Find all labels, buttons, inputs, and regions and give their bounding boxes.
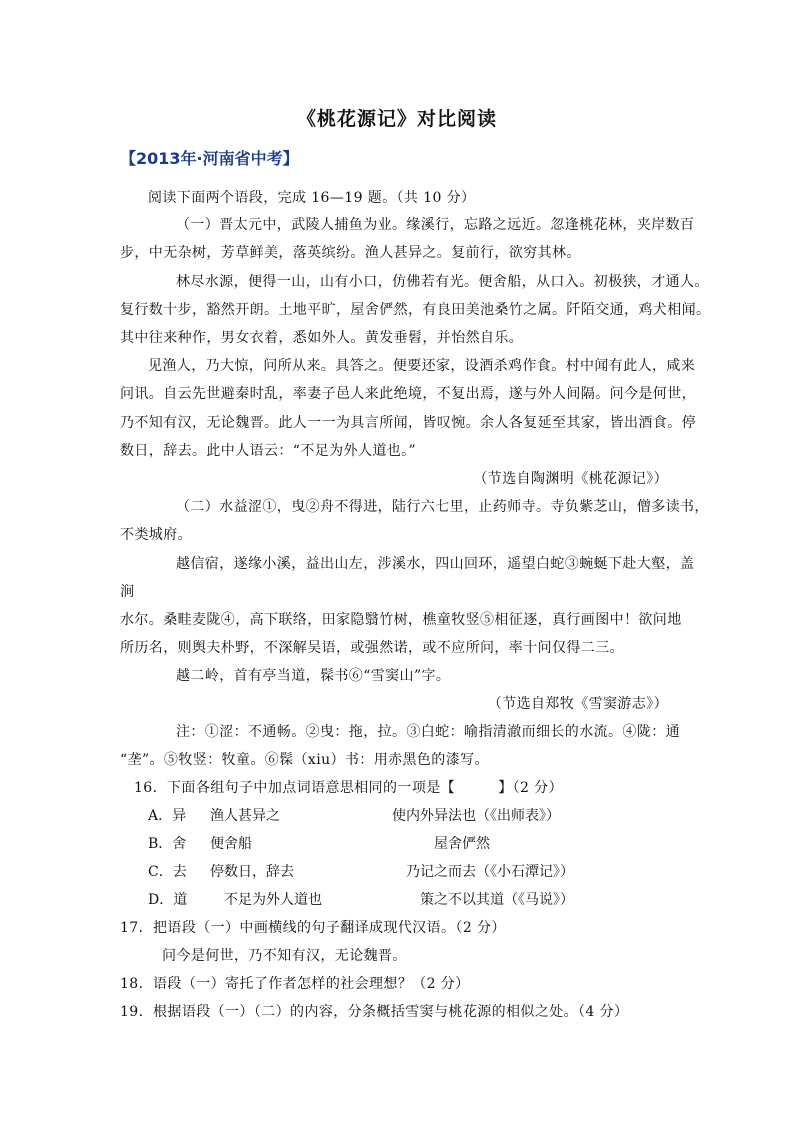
passage2-line: （二）水益涩①，曳②舟不得进，陆行六七里，止药师寺。寺负紫芝山，僧多读书，: [176, 499, 709, 515]
passage1-source: （节选自陶渊明《桃花源记》）: [473, 471, 668, 487]
option-letter: B．舍: [148, 836, 187, 852]
passage1-line: （一）晋太元中，武陵人捕鱼为业。缘溪行，忘路之远近。忽逢桃花林，夹岸数百: [176, 217, 695, 233]
option-letter: D．道: [148, 892, 188, 908]
passage1-line: 数日，辞去。此中人语云：“不足为外人道也。”: [120, 443, 417, 459]
passage2-line: 所历名，则舆夫朴野，不深解吴语，或强然诺，或不应所问，率十问仅得二三。: [120, 640, 624, 656]
option-sentence-a: 停数日，辞去: [210, 864, 294, 880]
question-17-sentence: 问今是何世，乃不知有汉，无论魏晋。: [162, 948, 407, 964]
option-sentence-b: 屋舍俨然: [434, 836, 490, 852]
passage1-line: 问讯。自云先世避秦时乱，率妻子邑人来此绝境，不复出焉，遂与外人间隔。问今是何世，: [120, 386, 696, 402]
passage2-line: 水尔。桑畦麦陇④，高下联络，田家隐翳竹树，樵童牧竖⑤相征逐，真行画图中！欲问地: [120, 612, 682, 628]
option-sentence-b: 乃记之而去（《小石潭记》）: [406, 864, 574, 880]
intro-line: 阅读下面两个语段，完成 16—19 题。（共 10 分）: [148, 190, 476, 206]
question-18-stem: 18．语段（一）寄托了作者怎样的社会理想？（2 分）: [120, 976, 470, 992]
question-17-stem: 17．把语段（一）中画横线的句子翻译成现代汉语。（2 分）: [120, 920, 506, 936]
passage1-line: 见渔人，乃大惊，问所从来。具答之。便要还家，设酒杀鸡作食。村中闻有此人，咸来: [148, 358, 696, 374]
passage2-source: （节选自郑牧《雪窦游志》）: [487, 696, 668, 712]
page-title: 《桃花源记》对比阅读: [296, 108, 497, 130]
passage1-line: 林尽水源，便得一山，山有小口，仿佛若有光。便舍船，从口入。初极狭，才通人。: [176, 274, 709, 290]
option-sentence-b: 使内外异法也（《出师表》）: [392, 808, 560, 824]
option-sentence-a: 渔人甚异之: [210, 808, 280, 824]
passage1-line: 步，中无杂树，芳草鲜美，落英缤纷。渔人甚异之。复前行，欲穷其林。: [120, 245, 581, 261]
passage1-line: 其中往来种作，男女衣着，悉如外人。黄发垂髫，并怡然自乐。: [120, 330, 524, 346]
option-letter: A．异: [148, 808, 187, 824]
passage2-line: 越信宿，遂缘小溪，益出山左，涉溪水，四山回环，遥望白蛇③蜿蜒下赴大壑，盖: [176, 556, 695, 572]
source-tag: 【2013年·河南省中考】: [120, 149, 299, 168]
question-19-stem: 19．根据语段（一）（二）的内容，分条概括雪窦与桃花源的相似之处。（4 分）: [120, 1004, 629, 1020]
option-letter: C．去: [148, 864, 187, 880]
passage2-line: 不类城府。: [120, 527, 192, 543]
option-sentence-a: 便舍船: [210, 836, 252, 852]
option-sentence-b: 策之不以其道（《马说》）: [420, 892, 574, 908]
passage2-line: 越二岭，首有亭当道，髹书⑥“雪窦山”字。: [176, 668, 451, 684]
notes-line: “垄”。⑤牧竖：牧童。⑥髹（xiu）书：用赤黑色的漆写。: [120, 752, 489, 768]
option-sentence-a: 不足为外人道也: [224, 892, 322, 908]
passage2-line: 涧: [120, 584, 135, 600]
question-16-stem: 16．下面各组句子中加点词语意思相同的一项是【 】（2 分）: [134, 780, 563, 796]
notes-line: 注：①涩：不通畅。②曳：拖，拉。③白蛇：喻指清澈而细长的水流。④陇：通: [176, 724, 680, 740]
passage1-line: 乃不知有汉，无论魏晋。此人一一为具言所闻，皆叹惋。余人各复延至其家，皆出酒食。停: [120, 415, 696, 431]
passage1-line: 复行数十步，豁然开朗。土地平旷，屋舍俨然，有良田美池桑竹之属。阡陌交通，鸡犬相闻。: [120, 302, 711, 318]
